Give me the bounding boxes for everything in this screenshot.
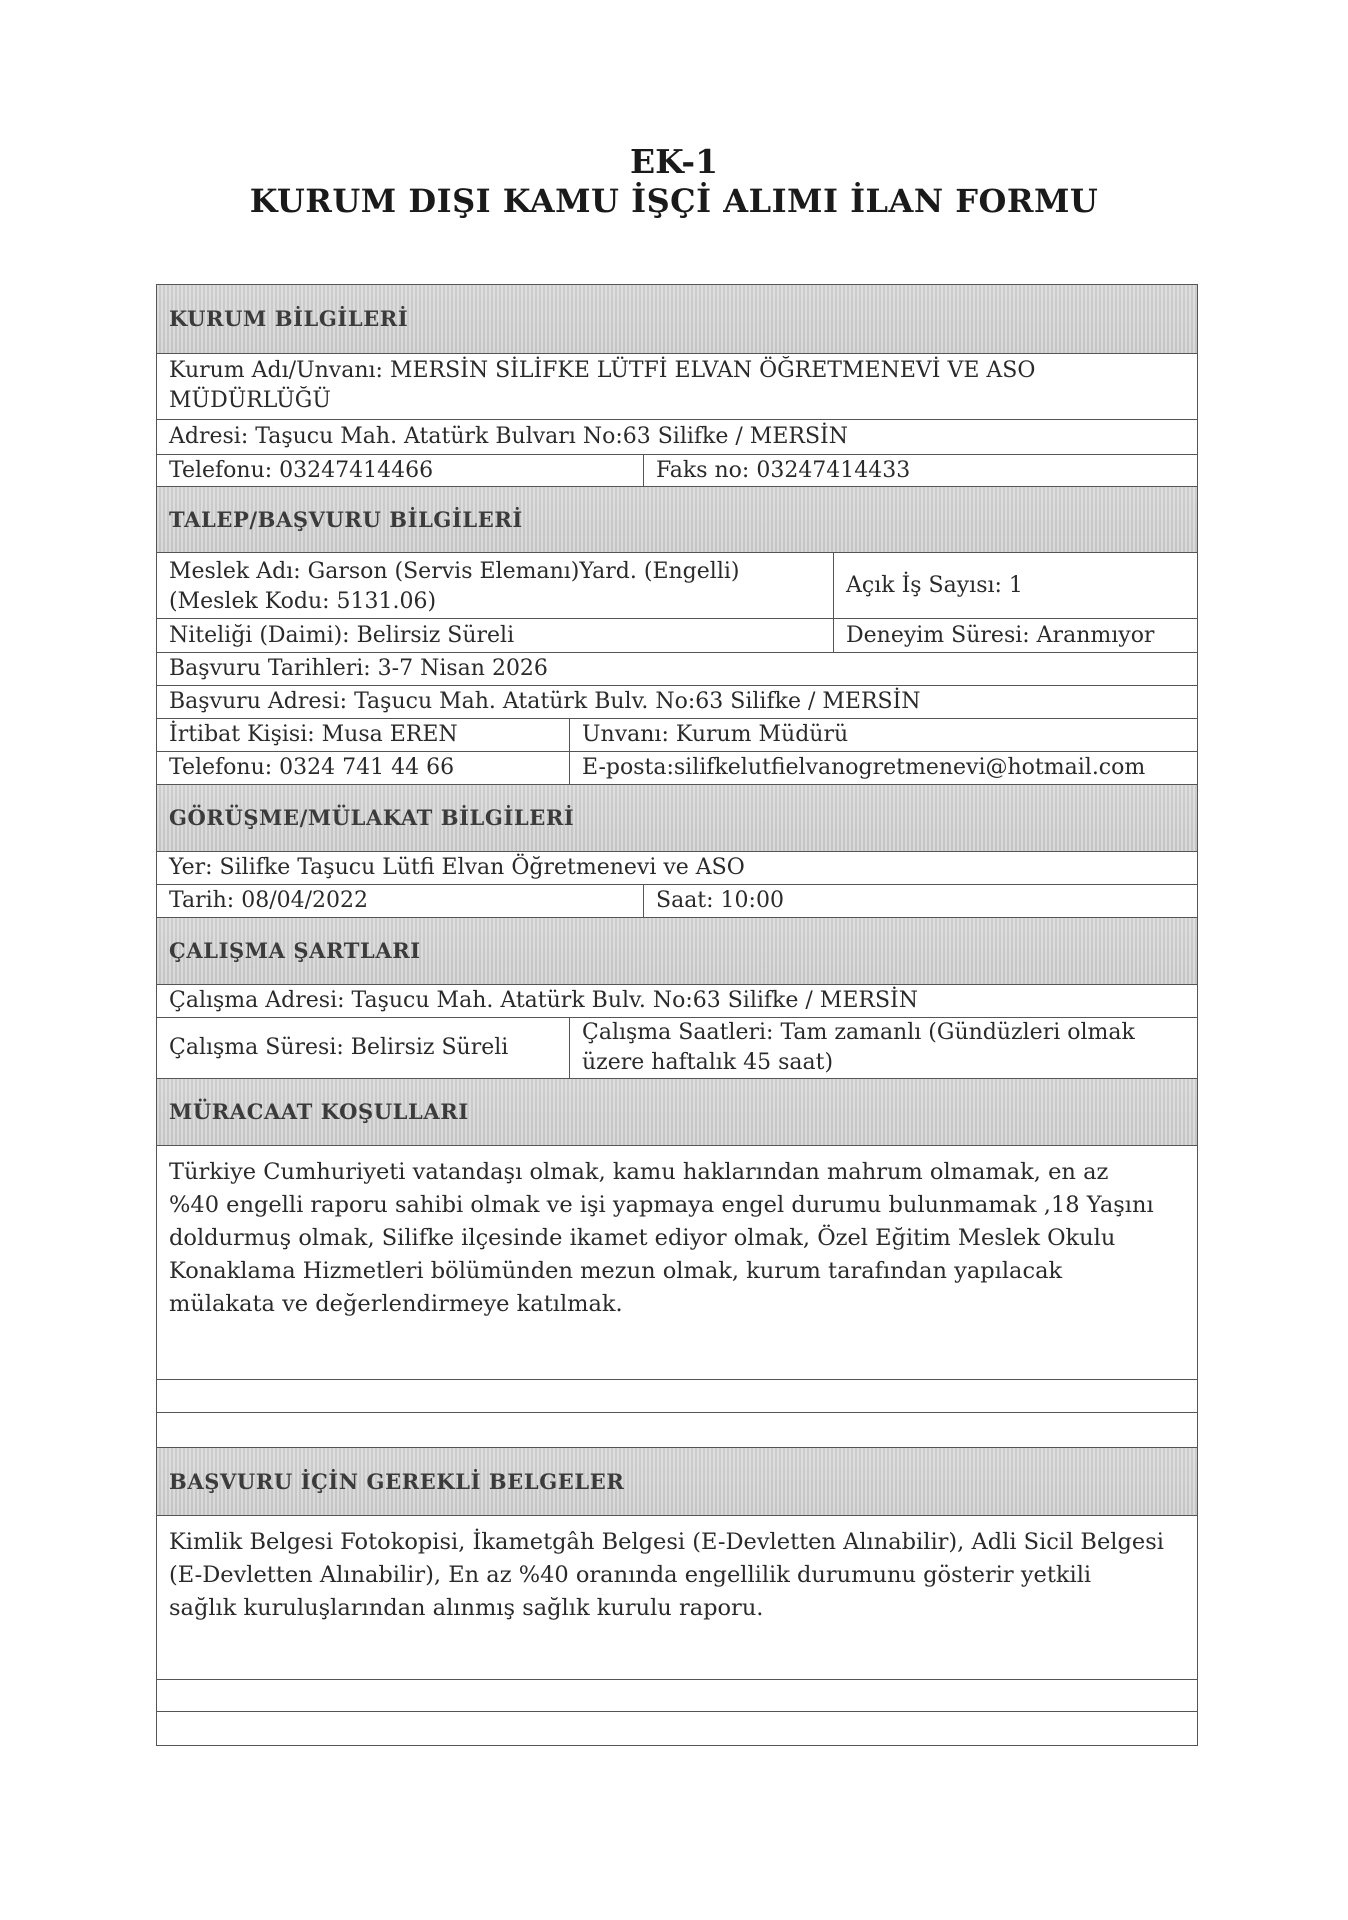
- iletisim-row: [157, 752, 1197, 785]
- irtibat-unvani: Unvanı: Kurum Müdürü: [569, 719, 1197, 751]
- form-title: KURUM DIŞI KAMU İŞÇİ ALIMI İLAN FORMU: [249, 182, 1099, 220]
- basvuru-adresi-row: [157, 686, 1197, 719]
- irtibat-kisisi: İrtibat Kişisi: Musa EREN: [169, 722, 458, 747]
- kurum-name-row: [157, 354, 1197, 420]
- section-title: TALEP/BAŞVURU BİLGİLERİ: [169, 506, 523, 532]
- section-title: KURUM BİLGİLERİ: [169, 306, 409, 331]
- niteligi: Niteliği (Daimi): Belirsiz Süreli: [169, 622, 515, 648]
- kurum-phone: Telefonu: 03247414466: [169, 457, 434, 483]
- deneyim-suresi: Deneyim Süresi: Aranmıyor: [833, 619, 1197, 652]
- section-title: MÜRACAAT KOŞULLARI: [169, 1099, 469, 1124]
- gorusme-tarih: Tarih: 08/04/2022: [169, 888, 369, 913]
- muracaat-line: Türkiye Cumhuriyeti vatandaşı olmak, kamu haklarından mahrum olmamak, en az: [169, 1159, 1109, 1185]
- calisma-adresi: Çalışma Adresi: Taşucu Mah. Atatürk Bulv. No:63 Silifke / MERSİN: [169, 988, 918, 1013]
- belgeler-line: Kimlik Belgesi Fotokopisi, İkametgâh Belgesi (E-Devletten Alınabilir), Adli Sicil Belgesi: [169, 1529, 1164, 1555]
- gorusme-tarih-row: [157, 885, 1197, 918]
- gorusme-yer: Yer: Silifke Taşucu Lütfi Elvan Öğretmenevi ve ASO: [169, 855, 745, 880]
- basvuru-tarihleri: Başvuru Tarihleri: 3-7 Nisan 2026: [169, 656, 548, 681]
- blank-row: [157, 1680, 1197, 1712]
- calisma-saatleri: Çalışma Saatleri: Tam zamanlı (Gündüzleri olmak üzere haftalık 45 saat): [569, 1018, 1197, 1078]
- section-talep-header: [157, 487, 1197, 553]
- irtibat-telefon: Telefonu: 0324 741 44 66: [169, 755, 455, 780]
- irtibat-eposta: E-posta:silifkelutfielvanogretmenevi@hotmail.com: [569, 752, 1197, 784]
- muracaat-line: Konaklama Hizmetleri bölümünden mezun olmak, kurum tarafından yapılacak: [169, 1258, 1063, 1284]
- kurum-contact-row: [157, 455, 1197, 487]
- belgeler-line: sağlık kuruluşlarından alınmış sağlık kurulu raporu.: [169, 1595, 764, 1621]
- basvuru-adresi: Başvuru Adresi: Taşucu Mah. Atatürk Bulv. No:63 Silifke / MERSİN: [169, 689, 921, 714]
- acik-is-sayisi: Açık İş Sayısı: 1: [833, 553, 1197, 618]
- section-title: ÇALIŞMA ŞARTLARI: [169, 938, 421, 963]
- section-title: BAŞVURU İÇİN GEREKLİ BELGELER: [169, 1468, 625, 1494]
- gorusme-saat: Saat: 10:00: [643, 885, 1197, 917]
- section-title: GÖRÜŞME/MÜLAKAT BİLGİLERİ: [169, 805, 575, 830]
- blank-row: [157, 1380, 1197, 1413]
- muracaat-line: %40 engelli raporu sahibi olmak ve işi yapmaya engel durumu bulunmamak ,18 Yaşını: [169, 1192, 1154, 1218]
- section-kurum-header: [157, 285, 1197, 354]
- muracaat-line: mülakata ve değerlendirmeye katılmak.: [169, 1291, 623, 1317]
- kurum-name-line2: MÜDÜRLÜĞÜ: [169, 388, 331, 413]
- muracaat-line: doldurmuş olmak, Silifke ilçesinde ikamet ediyor olmak, Özel Eğitim Meslek Okulu: [169, 1225, 1116, 1251]
- nitelik-row: [157, 619, 1197, 653]
- meslek-row: [157, 553, 1197, 619]
- calisma-suresi: Çalışma Süresi: Belirsiz Süreli: [169, 1035, 509, 1060]
- section-calisma-header: [157, 918, 1197, 985]
- irtibat-row: [157, 719, 1197, 752]
- meslek-adi: Meslek Adı: Garson (Servis Elemanı)Yard. (Engelli) (Meslek Kodu: 5131.06): [169, 559, 740, 614]
- kurum-address-row: [157, 420, 1197, 455]
- muracaat-text: [157, 1146, 1197, 1380]
- calisma-adresi-row: [157, 985, 1197, 1018]
- kurum-name-line1: Kurum Adı/Unvanı: MERSİN SİLİFKE LÜTFİ ELVAN ÖĞRETMENEVİ VE ASO: [169, 358, 1036, 383]
- kurum-address: Adresi: Taşucu Mah. Atatürk Bulvarı No:63 Silifke / MERSİN: [169, 424, 848, 449]
- section-muracaat-header: [157, 1079, 1197, 1146]
- blank-row: [157, 1712, 1197, 1746]
- blank-row: [157, 1413, 1197, 1448]
- gorusme-yer-row: [157, 852, 1197, 885]
- section-belgeler-header: [157, 1448, 1197, 1516]
- calisma-sure-row: [157, 1018, 1197, 1079]
- section-gorusme-header: [157, 785, 1197, 852]
- belgeler-line: (E-Devletten Alınabilir), En az %40 oranında engellilik durumunu gösterir yetkili: [169, 1562, 1092, 1588]
- kurum-fax: Faks no: 03247414433: [643, 455, 1197, 486]
- belgeler-text: [157, 1516, 1197, 1680]
- job-posting-form: [156, 284, 1198, 1746]
- annex-label: EK-1: [629, 142, 719, 181]
- basvuru-tarihleri-row: [157, 653, 1197, 686]
